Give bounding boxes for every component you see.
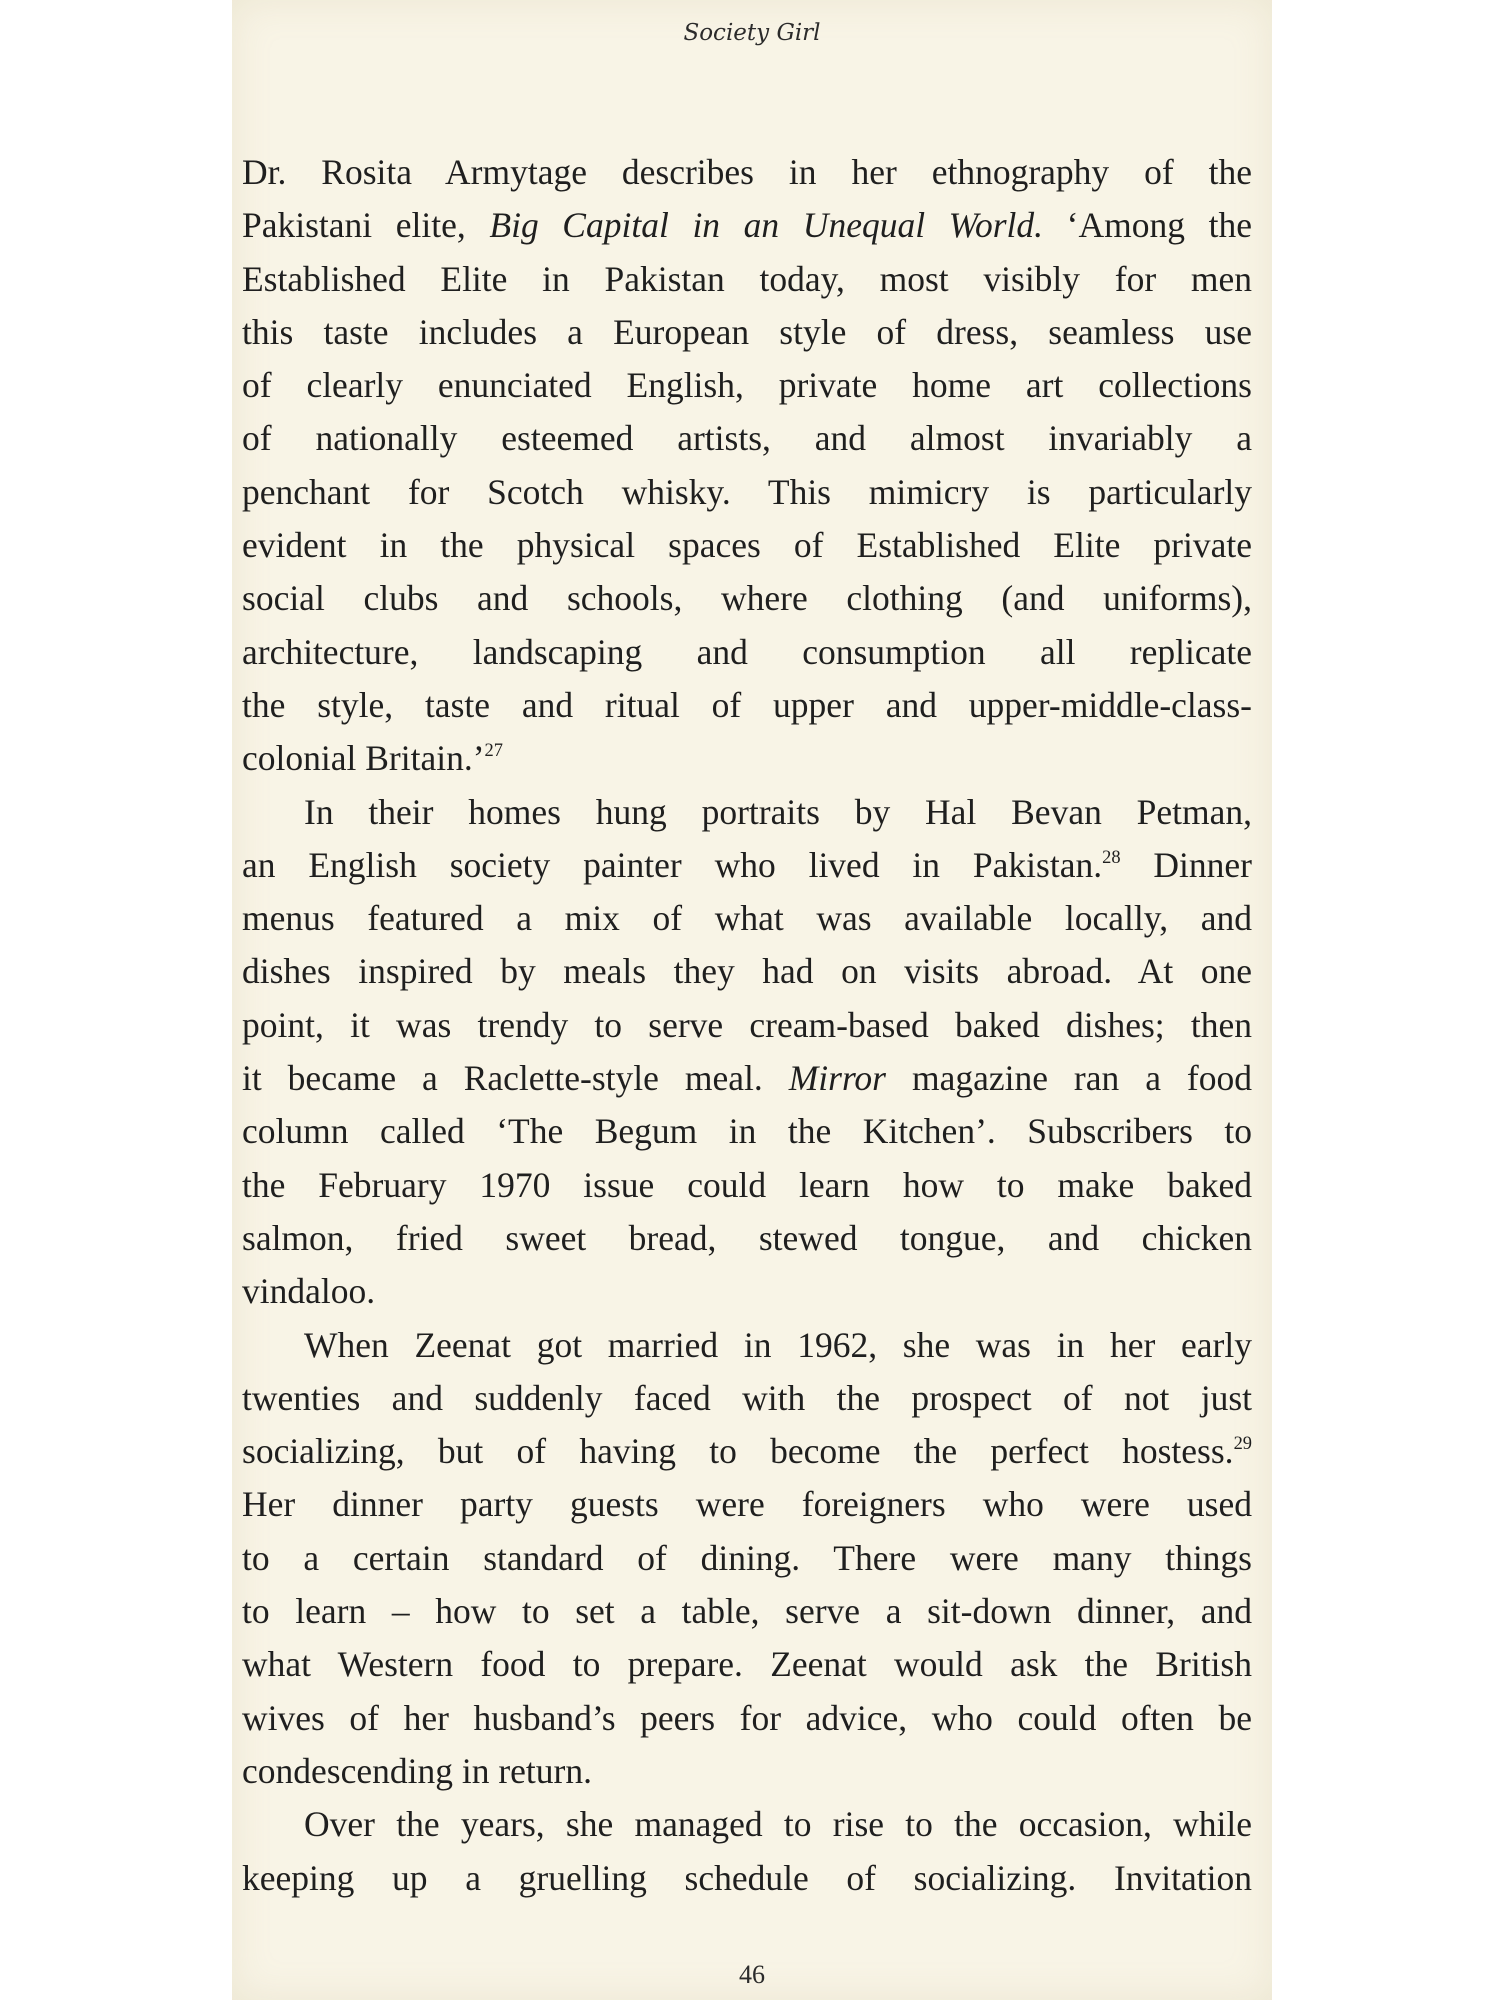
line-text: point, it was trendy to serve cream-based baked dishes; then	[242, 1004, 1252, 1045]
line-text: an English society painter who lived in Pakistan.	[242, 844, 1103, 885]
line-text: what Western food to prepare. Zeenat would ask the British	[242, 1644, 1252, 1685]
line-text: In their homes hung portraits by Hal Bevan Petman,	[304, 791, 1252, 832]
line-text: of nationally esteemed artists, and almost invariably a	[242, 418, 1252, 459]
text-line	[242, 253, 1252, 306]
text-line	[242, 1745, 1252, 1798]
text-line	[242, 1692, 1252, 1745]
text-line	[242, 359, 1252, 412]
line-text: it became a Raclette-style meal.	[242, 1058, 789, 1099]
text-line	[242, 1319, 1252, 1372]
line-text: Established Elite in Pakistan today, most visibly for men	[242, 258, 1252, 299]
text-line	[242, 626, 1252, 679]
text-line	[242, 732, 1252, 785]
text-line	[242, 1159, 1252, 1212]
line-text: social clubs and schools, where clothing (and uniforms),	[242, 578, 1252, 619]
line-text: Her dinner party guests were foreigners who were used	[242, 1484, 1252, 1525]
text-line	[242, 306, 1252, 359]
text-line	[242, 1585, 1252, 1638]
line-text: ‘Among the	[1043, 205, 1252, 246]
text-line	[242, 1638, 1252, 1691]
text-line	[242, 679, 1252, 732]
italic-title: Big Capital in an Unequal World.	[489, 205, 1044, 246]
text-line	[242, 412, 1252, 465]
line-text: condescending in return.	[242, 1750, 592, 1791]
line-text: dishes inspired by meals they had on visits abroad. At one	[242, 951, 1252, 992]
line-text: keeping up a gruelling schedule of socializing. Invitation	[242, 1857, 1252, 1898]
line-text: wives of her husband’s peers for advice, who could often be	[242, 1697, 1252, 1738]
line-text: menus featured a mix of what was available locally, and	[242, 898, 1252, 939]
line-text: Pakistani elite,	[242, 205, 490, 246]
footnote-ref: 28	[1102, 847, 1121, 868]
line-text: magazine ran a food	[886, 1058, 1252, 1099]
line-text: colonial Britain.’	[242, 738, 485, 779]
book-page	[232, 0, 1272, 2000]
body-text	[242, 146, 1252, 1905]
text-line	[242, 1105, 1252, 1158]
page-number: 46	[739, 1960, 765, 1989]
text-line	[242, 1265, 1252, 1318]
text-line	[242, 1372, 1252, 1425]
italic-title: Mirror	[788, 1058, 887, 1099]
line-text: evident in the physical spaces of Established Elite private	[242, 525, 1252, 566]
text-line	[242, 519, 1252, 572]
line-text: Over the years, she managed to rise to the occasion, while	[304, 1804, 1252, 1845]
text-line	[242, 945, 1252, 998]
footnote-ref: 29	[1233, 1433, 1252, 1454]
line-text: When Zeenat got married in 1962, she was in her early	[304, 1324, 1252, 1365]
text-line	[242, 1052, 1252, 1105]
text-line	[242, 146, 1252, 199]
line-text: the February 1970 issue could learn how to make baked	[242, 1164, 1252, 1205]
text-line	[242, 199, 1252, 252]
line-text: vindaloo.	[242, 1271, 376, 1312]
text-line	[242, 839, 1252, 892]
line-text: Dr. Rosita Armytage describes in her ethnography of the	[242, 152, 1252, 192]
line-text: Dinner	[1120, 844, 1252, 885]
text-line	[242, 1532, 1252, 1585]
line-text: socializing, but of having to become the perfect hostess.	[242, 1431, 1234, 1472]
text-line	[242, 786, 1252, 839]
text-line	[242, 1478, 1252, 1531]
line-text: the style, taste and ritual of upper and upper-middle-class-	[242, 684, 1252, 725]
text-line	[242, 999, 1252, 1052]
text-line	[242, 1425, 1252, 1478]
line-text: penchant for Scotch whisky. This mimicry is particularly	[242, 471, 1252, 512]
line-text: twenties and suddenly faced with the prospect of not just	[242, 1377, 1252, 1418]
text-line	[242, 892, 1252, 945]
line-text: column called ‘The Begum in the Kitchen’. Subscribers to	[242, 1111, 1252, 1152]
line-text: of clearly enunciated English, private home art collections	[242, 365, 1252, 406]
line-text: architecture, landscaping and consumption all replicate	[242, 631, 1252, 672]
running-head: Society Girl	[683, 20, 821, 46]
text-line	[242, 1212, 1252, 1265]
text-line	[242, 572, 1252, 625]
line-text: to learn – how to set a table, serve a sit-down dinner, and	[242, 1591, 1252, 1632]
line-text: to a certain standard of dining. There were many things	[242, 1537, 1252, 1578]
footnote-ref: 27	[484, 740, 503, 761]
line-text: salmon, fried sweet bread, stewed tongue, and chicken	[242, 1217, 1252, 1258]
line-text: this taste includes a European style of dress, seamless use	[242, 311, 1252, 352]
text-line	[242, 1798, 1252, 1851]
text-line	[242, 466, 1252, 519]
text-line	[242, 1852, 1252, 1905]
